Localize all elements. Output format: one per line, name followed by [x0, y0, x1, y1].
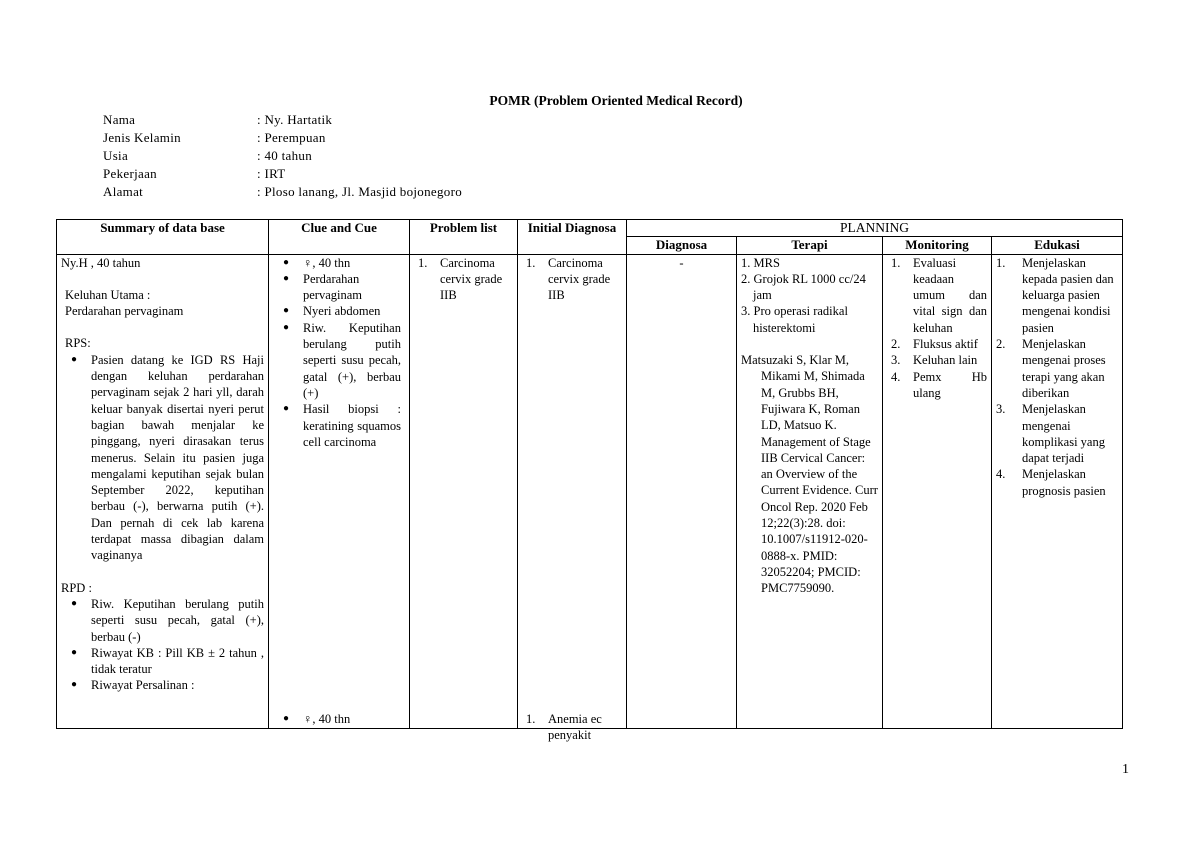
problem-list-cell	[410, 254, 518, 728]
page-title: POMR (Problem Oriented Medical Record)	[489, 93, 743, 108]
terapi-item: 1. MRS	[741, 255, 780, 270]
field-value: : Ny. Hartatik	[257, 112, 333, 127]
terapi-cell	[737, 254, 883, 728]
terapi-reference: Matsuzaki S, Klar M, Mikami M, Shimada M, Grubbs BH, Fujiwara K, Roman LD, Matsuo K. Management of Stage IIB Cervical Cancer: an Overview of the Current Evidence. Curr Oncol Rep. 2020 Feb 12;22(3):28. doi: 10.1007/s11912-020-0888-x. PMID: 32052204; PMCID: PMC7759090.	[741, 353, 878, 596]
rps-list	[61, 352, 264, 564]
list-item: 1. Carcinoma cervix grade IIB	[418, 255, 503, 303]
field-label: Nama	[103, 112, 136, 127]
list-item: 4. Pemx Hb ulang	[891, 369, 987, 400]
list-item: ● Pasien datang ke IGD RS Haji dengan keluhan perdarahan pervaginam sejak 2 hari yll, darah keluar banyak disertai nyeri perut bagian bawah menjalar ke pinggang, nyeri dirasakan terus menerus. Selain itu pasien juga mengalami keputihan sejak bulan September 2022, keputihan berbau (-), berwarna putih (+). Dan pernah di cek lab karena terdapat massa dibagian dalam vaginanya	[61, 352, 264, 564]
field-value: : Ploso lanang, Jl. Masjid bojonegoro	[257, 184, 463, 199]
patient-job-row	[103, 165, 462, 183]
list-item: ● Riwayat Persalinan :	[61, 677, 264, 693]
initial-diagnosa-list-bottom	[522, 711, 622, 744]
list-item: 1. Menjelaskan kepada pasien dan keluarga pasien mengenai kondisi pasien	[996, 255, 1114, 335]
header-terapi: Terapi	[737, 237, 883, 254]
list-item: 3. Menjelaskan mengenai komplikasi yang dapat terjadi	[996, 402, 1105, 466]
list-item: 1. Anemia ec penyakit	[526, 712, 602, 743]
list-item: 2. Menjelaskan mengenai proses terapi yang akan diberikan	[996, 337, 1106, 400]
field-label: Alamat	[103, 184, 144, 199]
list-item: ● ♀, 40 thn	[273, 711, 405, 727]
patient-name-row	[103, 111, 462, 129]
list-item: ● Nyeri abdomen	[273, 303, 401, 319]
edukasi-list	[996, 255, 1118, 499]
summary-intro: Ny.H , 40 tahun	[61, 255, 141, 270]
pomr-table	[56, 219, 1123, 743]
field-label: Usia	[103, 148, 129, 163]
monitoring-list	[887, 255, 987, 402]
list-item: ● Perdarahan pervaginam	[273, 271, 401, 304]
clue-list	[273, 255, 405, 451]
header-edukasi: Edukasi	[992, 237, 1123, 254]
list-item: 1. Carcinoma cervix grade IIB	[526, 255, 611, 303]
field-label: Jenis Kelamin	[103, 130, 181, 145]
list-item: ● ♀, 40 thn	[273, 255, 401, 271]
list-item: 3. Keluhan lain	[891, 353, 978, 368]
header-planning: PLANNING	[627, 220, 1123, 237]
rpd-list	[61, 596, 264, 694]
field-value: : Perempuan	[257, 130, 326, 145]
page-number: 1	[1122, 762, 1129, 777]
rps-label: RPS:	[65, 336, 91, 351]
edukasi-cell	[992, 254, 1123, 728]
header-problem-list: Problem list	[410, 220, 518, 255]
initial-diagnosa-list	[522, 255, 622, 304]
list-item: 2. Fluksus aktif	[891, 337, 978, 352]
monitoring-cell	[883, 254, 992, 728]
list-item: ● Hasil biopsi : keratining squamos cell carcinoma	[273, 401, 401, 450]
header-initial-diagnosa: Initial Diagnosa	[518, 220, 627, 255]
problem-list	[414, 255, 513, 304]
clue-cell	[269, 254, 410, 728]
list-item: ● Riwayat KB : Pill KB ± 2 tahun , tidak teratur	[61, 645, 264, 678]
field-value: : 40 tahun	[257, 148, 312, 163]
list-item: ● Riw. Keputihan berulang putih seperti susu pecah, gatal (+), berbau (+)	[273, 320, 401, 401]
header-summary: Summary of data base	[57, 220, 269, 255]
terapi-item: 3. Pro operasi radikal histerektomi	[741, 304, 848, 335]
header-diagnosa: Diagnosa	[627, 237, 737, 254]
patient-info	[103, 111, 462, 201]
field-label: Pekerjaan	[103, 166, 157, 181]
summary-cell	[57, 254, 269, 728]
header-clue: Clue and Cue	[269, 220, 410, 255]
patient-age-row	[103, 147, 462, 165]
keluhan-text: Perdarahan pervaginam	[65, 304, 184, 319]
patient-gender-row	[103, 129, 462, 147]
planning-diagnosa-cell: -	[627, 254, 737, 728]
rpd-label: RPD :	[61, 580, 92, 595]
clue-list-bottom	[273, 711, 405, 727]
list-item: 4. Menjelaskan prognosis pasien	[996, 467, 1106, 498]
header-monitoring: Monitoring	[883, 237, 992, 254]
list-item: 1. Evaluasi keadaan umum dan vital sign dan keluhan	[891, 255, 987, 335]
field-value: : IRT	[257, 166, 286, 181]
terapi-item: 2. Grojok RL 1000 cc/24 jam	[741, 271, 866, 303]
initial-diagnosa-cell	[518, 254, 627, 743]
patient-address-row	[103, 183, 462, 201]
keluhan-label: Keluhan Utama :	[65, 287, 151, 302]
list-item: ● Riw. Keputihan berulang putih seperti susu pecah, gatal (+), berbau (-)	[61, 596, 264, 645]
